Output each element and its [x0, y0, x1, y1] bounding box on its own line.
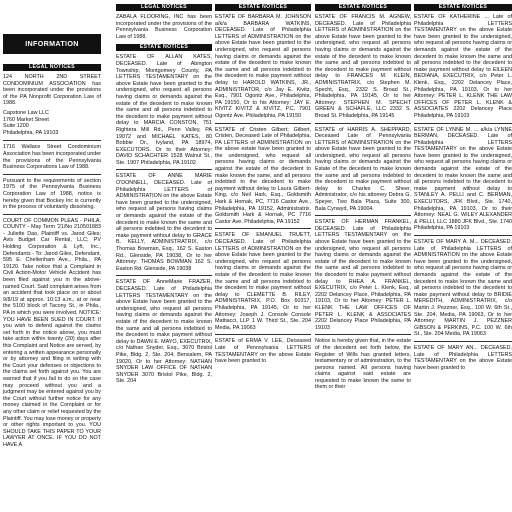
- divider: [116, 169, 212, 170]
- column-5: [414, 0, 512, 512]
- estate-sheppard: ESTATE of HARRIS A. SHEPPARD, Deceased Late of Pennsylvania LETTERS of ADMINISTRATION on the above Estate have been granted to the undersigned, who request all persons having claims or demands against the Estate of the decedent to make known the same and all persons indebted to the decedent to make payment without delay to Charles C. Sheer, Administrator, c/o his attorney Debra G. Speyer, Two Bala Plaza, Suite 300, Bala Cynwyd, PA 19004.: [315, 126, 411, 212]
- estate-watkins: ESTATE OF BARBARA M. JOHNSON a/k/a BARBARA WATKINS, DECEASED. Late of Philadelphia LETTERS of ADMINISTRATION on the above Estate have been granted to the undersigned, who request all persons having claims or demands against the estate of the decedent to make known the same and all persons indebted to the decedent to make payment without delay to HAROLD WATKINS, JR., ADMINISTRATOR, c/o Jay E. Kivitz, Esq., 7901 Ogontz Ave., Philadelphia, PA 19150, Or to his Attorney: JAY E. KIVITZ KIVITZ & KIVITZ, P.C. 7901 Ogontz Ave. Philadelphia, PA 19150: [215, 14, 311, 119]
- notice-wallace: 1716 Wallace Street Condominium Association has been incorporated under the provisions of the Pennsylvania Business Corporations Law of 1988.: [3, 144, 101, 171]
- address-line: Capstone Law LLC: [3, 109, 49, 116]
- column-4: [315, 0, 411, 512]
- estate-mary-a: ESTATE OF MARY A. M... DECEASED. Late of Philadelphia LETTERS of ADMINISTRATION on the above Estate have been granted to the undersigned, who request all persons having claims or demands against the estate of the decedent to make known the same and all persons indebted to the decedent to make payment without delay to BRIDIE MEREDITH, ADMINISTRATRIX, c/o Martin J. Pezzner, Esq., 100 W. 6th St., Ste. 204, Media, PA 19063, Or to her Attorney: MARTIN J. PEZZNER GIBSON & PERKINS, P.C. 100 W. 6th St., Ste. 204 Media, PA 19063: [414, 239, 512, 338]
- divider: [3, 140, 101, 141]
- estate-notices-header: ESTATE NOTICES: [116, 44, 212, 51]
- estate-erma: ESTATE of ERMA V. LEE, Deceased Late of Pennsylvania LETTERS TESTAMENTARY on the above Estate have been granted to: [215, 338, 311, 365]
- notice-dissolution: Pursuant to the requirements of section 1975 of the Pennsylvania Business Corporation Law of 1988, notice is hereby given that Bockey Inc is currently in the process of voluntarily dissolving.: [3, 177, 101, 211]
- estate-mary-an: ESTATE OF MARY AN... DECEASED. Late of Philadelphia LETTERS TESTAMENTARY on the above Estate have been granted to: [414, 344, 512, 371]
- address-line: Suite 1200: [3, 123, 29, 130]
- legal-notices-header: LEGAL NOTICES: [116, 4, 212, 11]
- estate-notices-header: ESTATE NOTICES: [414, 4, 512, 11]
- estate-odonnell: ESTATE OF ANNE MARIE O'DONNELL, DECEASED. Late of Philadelphia LETTERS of ADMINISTRATION on the above Estate have been granted to the undersigned, who request all persons having claims or demands against the estate of the decedent to make known the same and all persons indebted to the decedent to make payment without delay to GRACE B. KELLY, ADMINISTRATRIX, c/o Thomas Bowman, Esq., 162 S. Easton Rd., Glenside, PA 19038, Or to her Attorney: THOMAS BOWMAN 162 S. Easton Rd. Glenside, PA 19038: [116, 173, 212, 272]
- column-1: [3, 0, 101, 512]
- divider: [116, 275, 212, 276]
- estate-agnew: ESTATE OF FRANCIS M. AGNEW, DECEASED. Late of Philadelphia LETTERS of ADMINISTRATION on the above Estate have been granted to the undersigned, who request all persons having claims or demands against the estate of the decedent to make known the same and all persons indebted to the decedent to make payment without delay to FRANCES M. KLEIN, ADMINISTRATRIX, c/o Stephen M. Specht, Esq., 2332 S. Broad St., Philadelphia, PA 19145, Or to her Attorney: STEPHEN M. SPECHT GREEN & SCHAFLE, LLC 2332 S. Broad St. Philadelphia, PA 19145: [315, 14, 411, 119]
- estate-kates: ESTATE OF ALLAN KATES, DECEASED. Late of Abington Township, Montgomery County, PA LETTERS TESTAMENTARY on the above Estate have been granted to the undersigned, who request all persons having claims or demands against the estate of the decedent to make known the same and all persons indebted to the decedent to make payment without delay to MARCIA CONSTON, 751 Rightera Mill Rd., Penn Valley, PA 19072 and MICHAEL KATES, 80 Bobbie Dr., Ivyland, PA 18974, EXECUTORS. Or to their Attorney: DAVID SCHACHTER 1528 Walnut St., Ste. 1907 Philadelphia, PA 19102: [116, 54, 212, 166]
- estate-lynne: ESTATE OF LYNNE M. ... a/k/a LYNNE BERMAN, DECEASED. Late of Philadelphia LETTERS TESTAMENTARY on the above Estate have been granted to the undersigned, who request all persons having claims or demands against the estate of the decedent to make known the same and all persons indebted to the decedent to make payment without delay to STANLEY A. PELLI and C. BERMAN, EXECUTORS, JFK Blvd., Ste. 1740, Philadelphia, PA 19103, Or to their Attorney: NEAL G. WILEY ALEXANDER & PELLI, LLC 1880 JFK Blvd., Ste. 1740 Philadelphia, PA 19103: [414, 126, 512, 232]
- divider: [215, 123, 311, 124]
- legal-notices-header: LEGAL NOTICES: [3, 64, 101, 71]
- estate-katherine: ESTATE OF KATHERINE ... Late of Philadelphia LETTERS TESTAMENTARY on the above Estate have been granted to the undersigned, who request all persons having claims or demands against the estate of the decedent to make known the same and all persons indebted to the decedent to make payment without delay to EILEEN BEDIANA, EXECUTRIX, c/o Peter L. Klenk, Esq., 2202 Delancey Place, Philadelphia, PA 19103, Or to her Attorney: PETER L. KLENK THE LAW OFFICES OF PETER L. KLENK & ASSOCIATES 2202 Delancey Place Philadelphia, PA 19103: [414, 14, 512, 119]
- divider: [315, 123, 411, 124]
- address-line: 1760 Market Street: [3, 116, 49, 123]
- column-3: [215, 0, 311, 512]
- estate-truett: ESTATE OF EMANUEL TRUETT, DECEASED. Late of Philadelphia LETTERS of ADMINISTRATION on the above Estate have been granted to the undersigned, who request all persons having claims or demands against the estate of the decedent to make known the same and all persons indebted to the decedent to make payment without delay to CLEMETTE B. RILEY, ADMINISTRATRIX, P.O. Box 60317, Philadelphia, PA 19145, Or to her Attorney: Joseph J. Console Console Mattiacci, LLP 1 W. Third St., Ste. 204 Media, PA 19063: [215, 232, 311, 331]
- divider: [3, 174, 101, 175]
- divider: [315, 215, 411, 216]
- estate-gilbert: ESTATE of Cristen Gilbert; Gilbert, Cristen, Deceased Late of Philadelphia, PA LETTERS of ADMINISTRATION on the above estate have been granted to the undersigned, who request all persons having claims or demands against the estate of the decedent to make known the same, and all persons indebted to the decedent to make payment without delay to Laura Gilbert-King, c/o Neil Hark, Esq., Goldsmith Hark & Hornak, PC, 7716 Castor Ave., Philadelphia, PA 19152, Administratrix. Goldsmith Hark & Hornak, PC 7716 Castor Ave. Philadelphia, PA 19152: [215, 126, 311, 225]
- notice-zabala: ZABALA FLOORING, INC has been incorporated under the provisions of the Pennsylvania Business Corporation Law of 1988.: [116, 14, 212, 40]
- divider: [414, 341, 512, 342]
- notice-court: COURT OF COMMON PLEAS - PHILA. COUNTY - May Term '21/No 210501883 - Juliette Dao, Plaintiff vs. Jarod Giles; Avis Budget Car Rental, LLC; PV Holding Corporation & Lyft, Inc., Defendants - To: Jarod Giles, Defendant, 595 E. Cheltenham Ave., Phila., PA 19120. Take notice that a Complaint in Civil Action-Motor Vehicle Accident has been filed against you in the above-named Court. Said complaint arises from an accident that took place on or about 9/8/19 at approx. 10:13 a.m., at or near the 5100 block of Tacony St., in Phila., PA in which you were involved. NOTICE: YOU HAVE BEEN SUED IN COURT. If you wish to defend against the claims set forth in the notice above, you must take action within twenty (20) days after this Complaint and Notice are served, by entering a written appearance personally or by attorney and filing in writing with the Court your defenses or objections to the claims set forth against you. You are warned that if you fail to do so the case may proceed without you and a judgment may be entered against you by the Court without further notice for any money claimed in the Complaint or for any other claim or relief requested by the Plaintiff. You may lose money or property or other rights important to you. YOU SHOULD TAKE THIS PAPER TO YOUR LAWYER AT ONCE. IF YOU DO NOT HAVE A: [3, 217, 101, 448]
- column-2: [116, 0, 212, 512]
- divider: [215, 228, 311, 229]
- estate-frankel: ESTATE OF HERMAN FRANKEL, DECEASED. Late of Philadelphia LETTERS TESTAMENTARY on the above Estate have been granted to the undersigned, who request all persons having claims or demands against the estate of the decedent to make known the same and all persons indebted to the decedent to make payment without delay to RHEA A. FRANKEL, EXECUTRIX, c/o Peter L. Klenk, Esq., 2202 Delancey Place, Philadelphia, PA 19103, Or to her Attorney: PETER L. KLENK THE LAW OFFICES OF PETER L. KLENK & ASSOCIATES 2202 Delancey Place Philadelphia, PA 19103: [315, 219, 411, 331]
- estate-notices-header: ESTATE NOTICES: [315, 4, 411, 11]
- divider: [3, 214, 101, 215]
- divider: [414, 123, 512, 124]
- notice-register: Notice is hereby given that, in the estate of the decedent set forth below, the Register of Wills has granted letters, testamentary or of administration, to the persons named. All persons having claims against said estate are requested to make known the same to them or their: [315, 338, 411, 391]
- estate-frazer: ESTATE OF AnneMarie FRAZER, DECEASED. Late of Philadelphia LETTERS TESTAMENTARY on the above Estate have been granted to the undersigned, who request all persons having claims or demands against the estate of the decedent to make known the same and all persons indebted to the decedent to make payment without delay to DAWN E. MAYO, EXECUTRIX, c/o Nathan Snyder, Esq., 3070 Bristol Pike, Bldg. 2, Ste. 204, Bensalem, PA 19020, Or to her Attorney: NATHAN SNYDER LAW OFFICE OF NATHAN SNYDER 3070 Bristol Pike, Bldg. 2, Ste. 204: [116, 279, 212, 385]
- notice-condominium: 124 NORTH 2ND STREET CONDOMINIUM ASSOCIATION has been incorporated under the provisions of the PA Nonprofit Corporation Law of 1988.: [3, 74, 101, 107]
- information-header: INFORMATION: [3, 34, 101, 54]
- notice-condominium-address: [3, 110, 101, 136]
- divider: [215, 334, 311, 335]
- address-line: Philadelphia, PA 19103: [3, 129, 59, 136]
- divider: [414, 235, 512, 236]
- divider: [315, 334, 411, 335]
- estate-notices-header: ESTATE NOTICES: [215, 4, 311, 11]
